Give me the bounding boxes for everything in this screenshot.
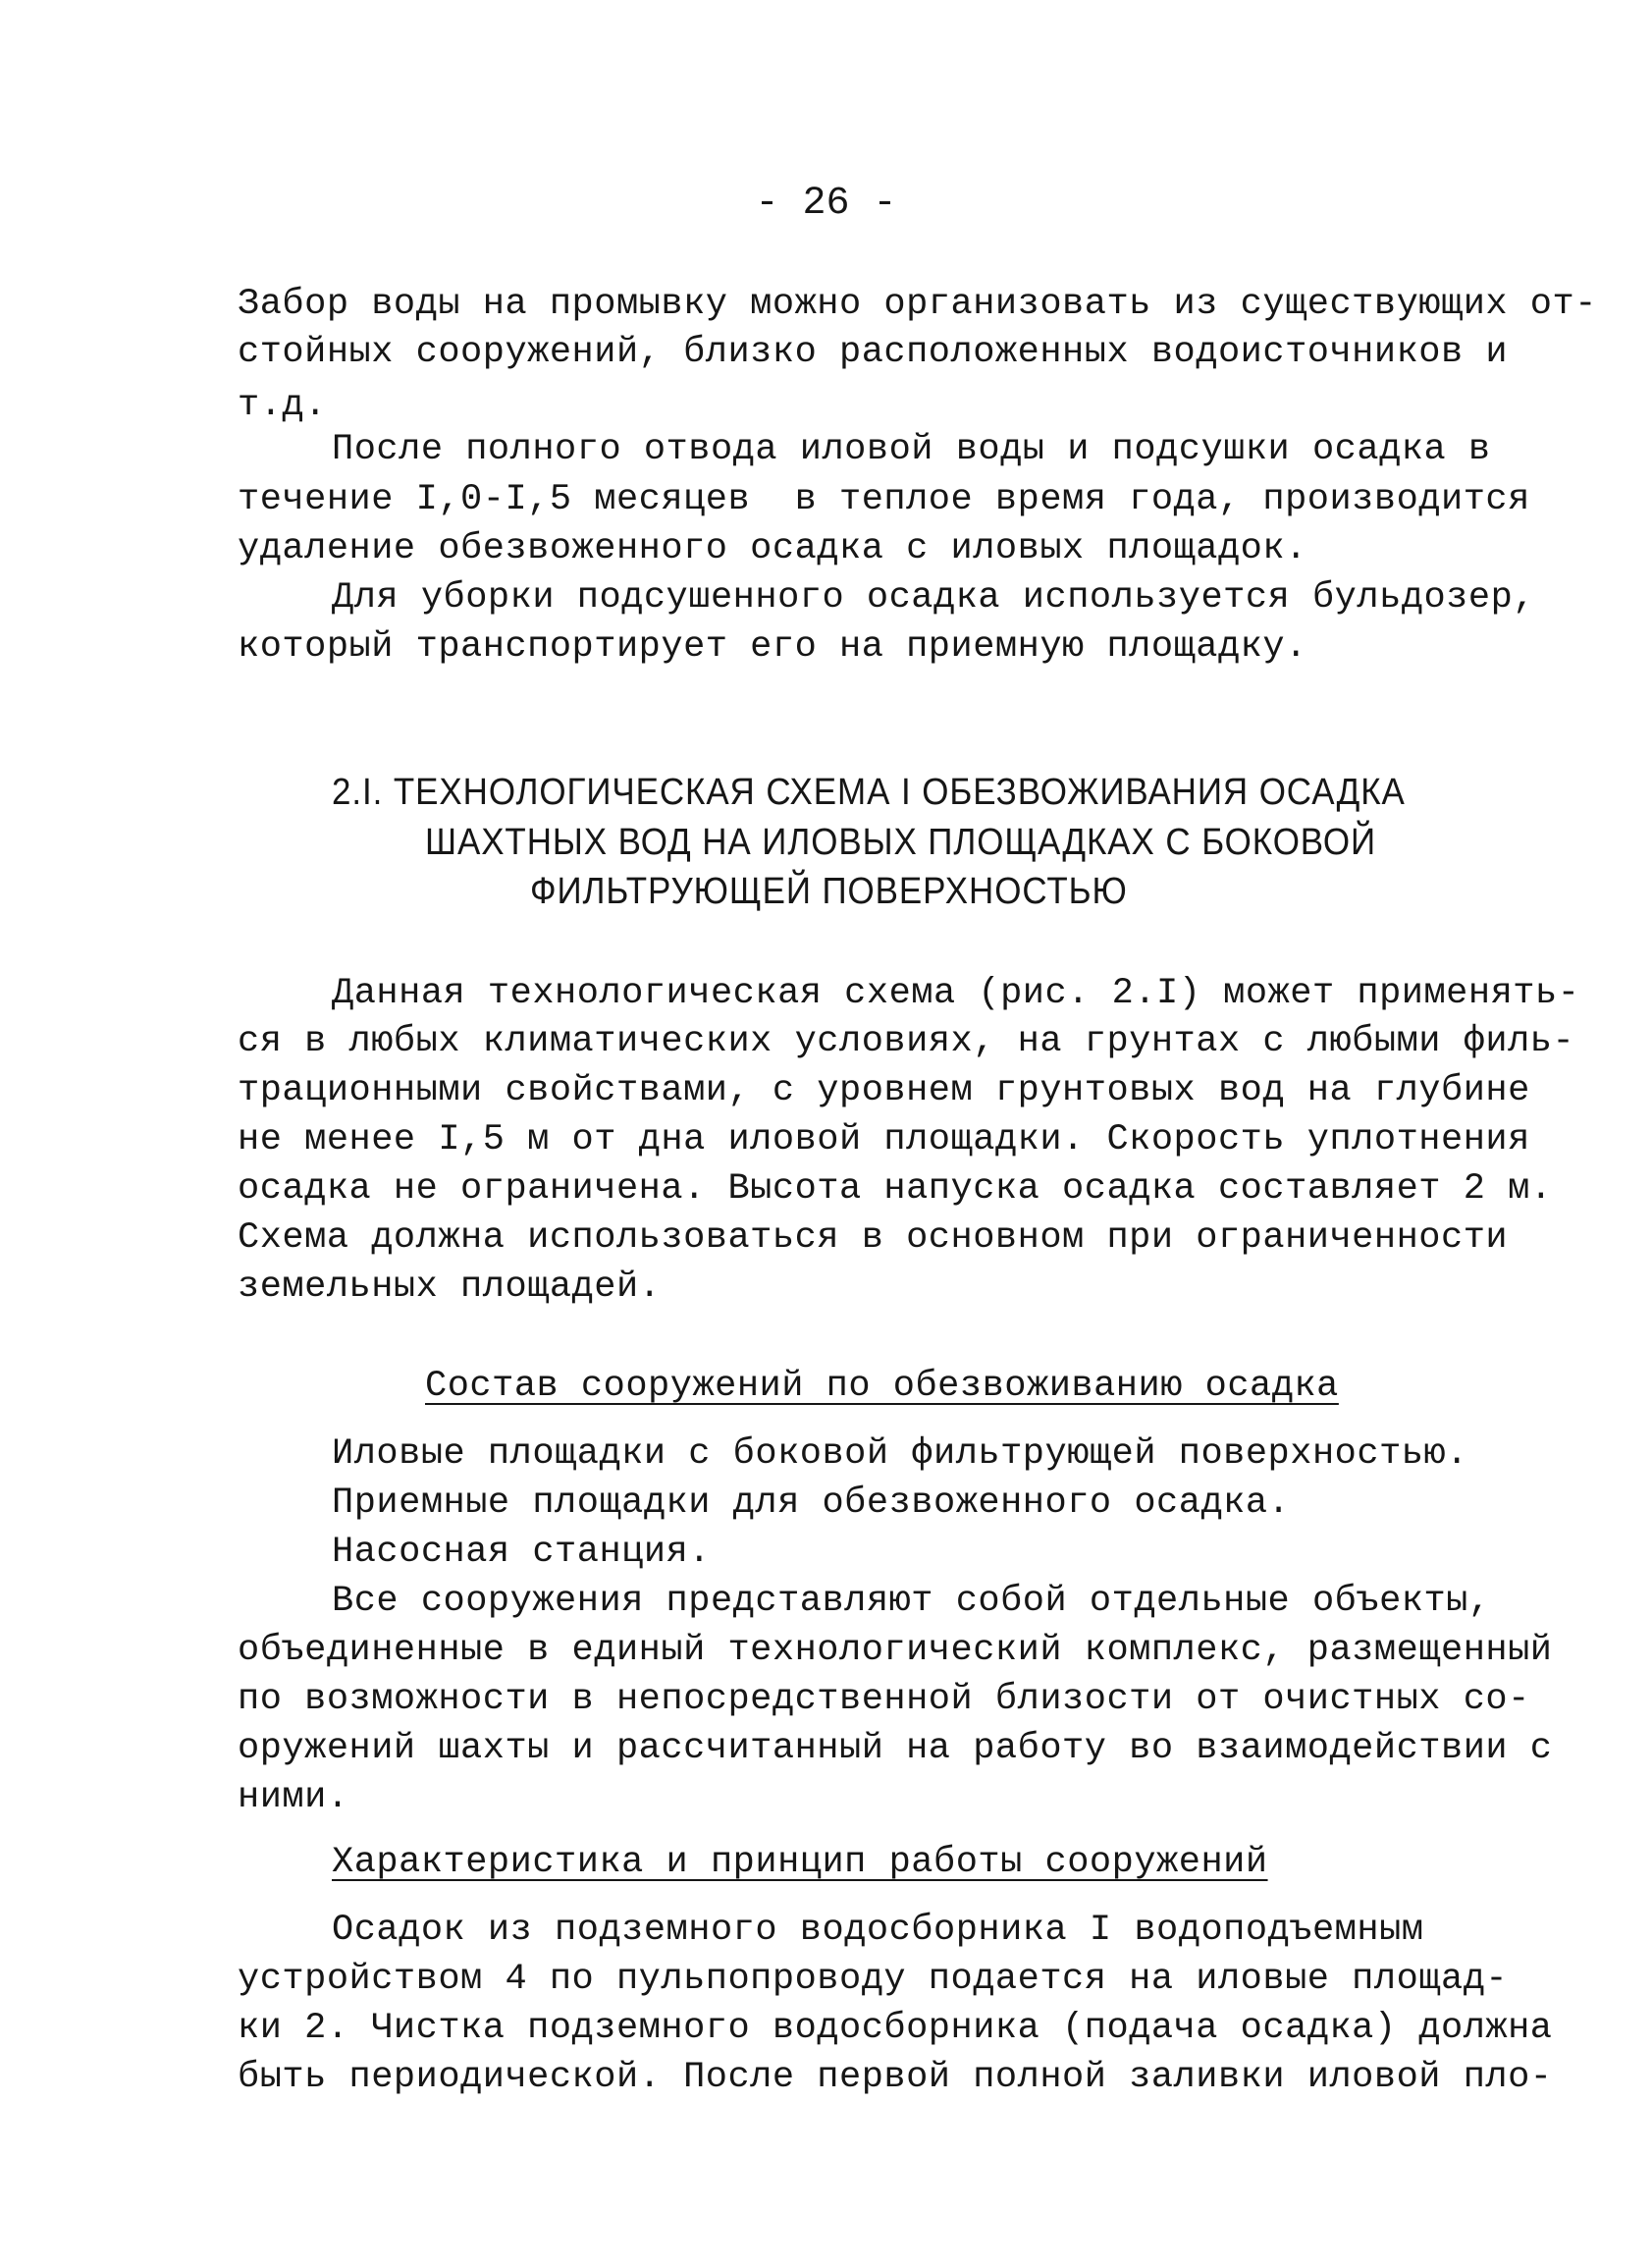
section-heading-line: 2.I. ТЕХНОЛОГИЧЕСКАЯ СХЕМА I ОБЕЗВОЖИВАНИЯ ОСАДКА xyxy=(332,772,1406,813)
text-line: Схема должна использоваться в основном при ограниченности xyxy=(238,1217,1509,1259)
list-item: Приемные площадки для обезвоженного осадка. xyxy=(332,1483,1291,1524)
text-line: трационными свойствами, с уровнем грунтовых вод на глубине xyxy=(238,1070,1530,1111)
operation-heading: Характеристика и принцип работы сооружений xyxy=(332,1842,1268,1883)
text-line: течение I,0-I,5 месяцев в теплое время года, производится xyxy=(238,479,1530,520)
list-item: Иловые площадки с боковой фильтрующей поверхностью. xyxy=(332,1433,1468,1475)
text-line: Осадок из подземного водосборника I водоподъемным xyxy=(332,1910,1424,1951)
text-line: т.д. xyxy=(238,385,327,426)
text-line: оружений шахты и рассчитанный на работу во взаимодействии с xyxy=(238,1728,1553,1769)
section-heading-line: ШАХТНЫХ ВОД НА ИЛОВЫХ ПЛОЩАДКАХ С БОКОВОЙ xyxy=(425,822,1377,863)
text-line: ними. xyxy=(238,1777,349,1818)
text-line: Данная технологическая схема (рис. 2.I) может применять- xyxy=(332,973,1580,1014)
text-line: ки 2. Чистка подземного водосборника (подача осадка) должна xyxy=(238,2008,1553,2049)
text-line: не менее I,5 м от дна иловой площадки. Скорость уплотнения xyxy=(238,1119,1530,1160)
composition-heading: Состав сооружений по обезвоживанию осадка xyxy=(425,1366,1339,1407)
text-line: устройством 4 по пульпопроводу подается на иловые площад- xyxy=(238,1959,1509,2000)
text-line: Забор воды на промывку можно организовать из существующих от- xyxy=(238,284,1597,325)
text-line: объединенные в единый технологический комплекс, размещенный xyxy=(238,1630,1553,1671)
text-line: Для уборки подсушенного осадка используется бульдозер, xyxy=(332,577,1535,619)
page-number: - 26 - xyxy=(755,182,897,226)
text-line: быть периодической. После первой полной заливки иловой пло- xyxy=(238,2057,1553,2098)
text-line: удаление обезвоженного осадка с иловых площадок. xyxy=(238,528,1307,569)
text-line: который транспортирует его на приемную площадку. xyxy=(238,626,1307,668)
text-line: Все сооружения представляют собой отдельные объекты, xyxy=(332,1581,1491,1622)
list-item: Насосная станция. xyxy=(332,1532,711,1573)
text-line: После полного отвода иловой воды и подсушки осадка в xyxy=(332,429,1491,470)
section-heading-line: ФИЛЬТРУЮЩЕЙ ПОВЕРХНОСТЬЮ xyxy=(530,871,1128,912)
text-line: по возможности в непосредственной близости от очистных со- xyxy=(238,1679,1530,1720)
text-line: стойных сооружений, близко расположенных водоисточников и xyxy=(238,332,1509,373)
text-line: земельных площадей. xyxy=(238,1267,662,1308)
text-line: ся в любых климатических условиях, на грунтах с любыми филь- xyxy=(238,1021,1575,1062)
text-line: осадка не ограничена. Высота напуска осадка составляет 2 м. xyxy=(238,1168,1553,1210)
